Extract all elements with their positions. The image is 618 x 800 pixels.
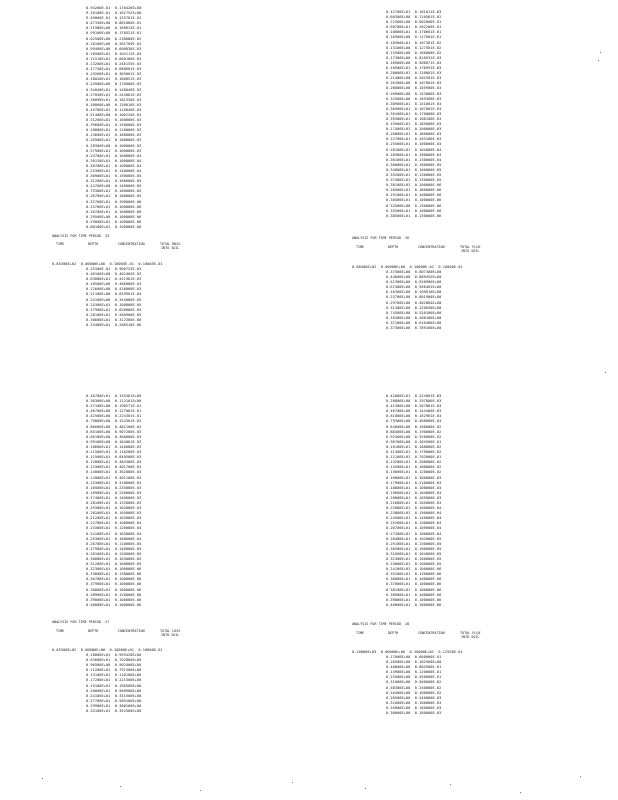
printout-row: 0.92300E+00 0.326000E-02 [386, 434, 442, 439]
data-row: 0.24100E+01 0.331500E+00 [86, 693, 142, 698]
printout-row: 0.26700E+01 0.109000E-04 [386, 526, 442, 531]
printout-row: 0.37900E+01 0.100000E-03 [86, 148, 142, 153]
scan-speck [42, 778, 43, 779]
printout-row: 0.12800E+01 0.484300E-03 [86, 460, 142, 465]
printout-row: 9.49060E-01 0.133701E-02 [86, 16, 142, 21]
printout-row: 0.14000E+01 0.362000E-03 [86, 470, 142, 475]
printout-row: 0.36100E+01 0.170000E-03 [386, 111, 442, 116]
printout-row: 0.24500E+01 0.140000E-04 [386, 516, 442, 521]
header-total: TOTAL FLUX INTO SOIL [460, 631, 481, 640]
data-row: 0.19100E+01 0.196500E+00 [86, 683, 142, 688]
printout-row: 0.29000E+01 0.100000E-06 [86, 219, 142, 224]
column-headers [352, 245, 618, 257]
printout-row: 0.30100E+01 0.130000E-04 [386, 157, 442, 162]
data-row: 0.25300E+01 0.100800E-05 [86, 302, 142, 307]
data-row: 0.74500E+00 0.520100E+00 [386, 310, 442, 315]
data-rows-block [86, 267, 141, 328]
printout-row: 0.02500E+00 0.230080E-02 [86, 36, 142, 41]
printout-row: 0.85100E+00 0.907200E-03 [86, 429, 142, 434]
data-row: 0.12600E+00 0.416000E-03 [86, 287, 142, 292]
printout-row: 0.23800E+01 0.190000E-04 [386, 511, 442, 516]
header-total: TOTAL MASS INTO SOIL [160, 242, 181, 251]
data-rows-block [86, 653, 141, 714]
printout-row: 0.20800E+01 0.180000E-03 [386, 132, 442, 137]
printout-row: 0.10600E+01 0.140000E-03 [86, 444, 142, 449]
printout-row: 0.47330E+00 0.801060E-01 [86, 21, 142, 26]
data-row: 0.30600E+01 0.312300E-06 [86, 317, 142, 322]
data-first-row: 0.85300E+02 0.00000E+00 0.10005E-01 0.10005E-01 [52, 262, 163, 266]
printout-row: 0.15300E+00 0.106000E-02 [386, 50, 442, 55]
printout-row: 0.32300E+01 0.100000E-05 [386, 557, 442, 561]
data-row: 0.17000E+00 0.660000E-01 [386, 655, 442, 659]
data-rows-block [386, 270, 441, 331]
data-row: 0.63600E+01 0.702800E+00 [86, 658, 142, 663]
printout-row: 0.10800E+01 0.110000E-03 [86, 128, 142, 133]
printout-row: 0.20800E+01 0.105000E-03 [386, 495, 442, 500]
printout-row: 0.13200E+01 0.246155E-03 [86, 62, 142, 67]
data-row: 0.29700E+00 0.402804E+00 [386, 300, 442, 305]
printout-row: 0.28300E+01 0.180000E-04 [386, 152, 442, 157]
data-row: 0.15900E+00 0.120000E-01 [386, 670, 442, 675]
header-concentration: CONCENTRATION [418, 631, 445, 635]
printout-row: 0.42000E+01 0.224001E-03 [386, 394, 442, 398]
header-time: TIME [56, 629, 65, 633]
printout-row: 0.10500E+01 0.104112E-03 [86, 51, 142, 56]
printout-row: 0.32300E+01 0.100000E-06 [86, 567, 142, 572]
printout-row: 0.19500E+01 0.185000E-03 [386, 122, 442, 127]
data-row: 0.33100E+01 0.352500E+00 [86, 709, 142, 714]
printout-row: 0.10000E+01 0.170601E-01 [386, 30, 442, 35]
printout-row: 0.51400E+00 0.100120E-03 [86, 112, 142, 117]
data-row: 0.28500E+00 0.102500E+00 [386, 660, 442, 665]
panel-period-25 [52, 6, 337, 366]
printout-row: 0.57100E+00 0.198271E-01 [86, 404, 142, 409]
data-row: 0.31300E+00 0.120030E+00 [386, 305, 442, 310]
scan-speck [580, 776, 581, 777]
printout-row: 0.37000E+01 0.100000E-06 [386, 582, 442, 587]
header-depth: DEPTH [88, 242, 99, 246]
printout-row: 0.35200E+01 0.130000E-05 [386, 173, 442, 177]
data-row: 0.23500E+00 0.450000E-01 [386, 675, 442, 680]
printout-row: 0.24100E+01 0.183000E-04 [86, 531, 142, 536]
printout-row: 0.32500E+00 0.130000E-06 [386, 203, 442, 208]
printout-row: 0.29100E+01 0.100000E-06 [386, 193, 442, 198]
printout-row: 0.39000E+01 0.100000E-06 [86, 597, 142, 602]
printout-row: 0.26900E+00 0.153000E-03 [386, 91, 442, 96]
printout-row: 0.36300E+00 0.113101E+00 [86, 399, 142, 404]
printout-row: 0.31200E+01 0.100000E-05 [86, 562, 142, 567]
printout-row: 0.38100E+01 0.100000E-06 [386, 587, 442, 592]
printout-row: 0.16500E+01 0.170591E-03 [386, 66, 442, 71]
printout-row: 0.30300E+01 0.100000E-05 [386, 546, 442, 551]
data-row: 0.21100E+00 0.829901E-04 [86, 292, 142, 297]
printout-row: 0.19300E+01 0.104000E-03 [86, 506, 142, 511]
printout-row: 0.28400E+01 0.102000E-05 [386, 536, 442, 541]
printout-row: 0.35500E+01 0.100000E-06 [386, 208, 442, 213]
header-time: TIME [356, 245, 365, 249]
data-row: 0.20000E+01 0.560900E+00 [86, 688, 142, 693]
printout-row: 0.86600E+00 0.482100E-02 [86, 424, 142, 429]
printout-row: 0.30130E+01 0.100000E-04 [86, 158, 142, 163]
printout-row: 0.99100E+00 0.184001E-03 [86, 439, 142, 444]
printout-row: 0.16800E+01 0.300000E-03 [386, 475, 442, 480]
printout-row: 0.19260E+01 0.303001E-03 [86, 72, 142, 77]
printout-row: 0.10300E+01 0.107301E-02 [386, 40, 442, 45]
printout-row: 0.22700E+01 0.103100E-03 [386, 137, 442, 142]
header-total: TOTAL FLUX INTO SOIL [460, 245, 481, 254]
printout-row: 0.25500E+01 0.100000E-03 [386, 142, 442, 147]
printout-row: 0.27300E+01 0.100000E-04 [386, 531, 442, 536]
printout-row: 0.39800E+01 0.100000E-06 [386, 597, 442, 602]
data-row: 0.16300E+00 0.109010E+00 [386, 290, 442, 295]
printout-row: 0.32700E+01 0.190000E-06 [86, 199, 142, 204]
printout-row: 0.71900E+00 0.189613E-01 [86, 26, 142, 31]
header-depth: DEPTH [388, 245, 399, 249]
column-headers [52, 242, 337, 254]
printout-row: 0.38900E+01 0.100000E-06 [386, 592, 442, 597]
data-row: 0.24100E+00 0.344000E-05 [86, 297, 142, 302]
printout-row: 0.88300E+00 0.190000E-02 [386, 429, 442, 434]
data-row: 0.40100E+00 0.402404E-03 [86, 272, 142, 277]
printout-row: 0.34040E+01 0.148046E-03 [86, 87, 142, 92]
printout-row: 0.26100E+00 0.107001E-03 [386, 81, 442, 86]
printout-row: 0.34100E+01 0.100000E-06 [386, 567, 442, 572]
panel-title: ANALYSIS FOR TIME PERIOD 28 [352, 622, 410, 626]
header-concentration: CONCENTRATION [118, 242, 145, 246]
printout-row: 0.22800E+01 0.100000E-04 [386, 506, 442, 511]
printout-row: 0.16900E+00 0.300071E-03 [386, 60, 442, 65]
printout-row: 0.35200E+01 0.130000E-06 [386, 572, 442, 577]
panel-title: ANALYSIS FOR TIME PERIOD 25 [52, 234, 110, 238]
printout-row: 0.15600E+01 0.120000E-02 [386, 470, 442, 475]
printout-row: 0.39300E+01 0.100100E-03 [386, 116, 442, 121]
scan-speck [450, 784, 451, 785]
printout-row: 0.23300E+01 0.120000E-04 [86, 526, 142, 531]
printout-row: 0.19600E+01 0.104000E-03 [386, 490, 442, 495]
printout-row: 0.30500E+01 0.100000E-06 [386, 198, 442, 203]
continued-column-block [86, 394, 141, 608]
printout-row: 0.79800E+00 0.124301E-02 [86, 419, 142, 424]
printout-row: 0.33000E+01 0.100000E-05 [386, 562, 442, 567]
data-row: 0.28500E+00 0.240000E-03 [386, 695, 442, 700]
printout-row: 0.58700E+01 0.100000E-04 [86, 163, 142, 168]
printout-row: 0.25200E+01 0.130000E-04 [386, 521, 442, 526]
printout-row: 0.30800E+01 0.180000E-05 [386, 162, 442, 167]
printout-row: 0.60700E+01 0.202200E-01 [386, 25, 442, 30]
printout-row: 0.21200E+01 0.103000E-03 [86, 516, 142, 521]
printout-row: 0.29100E+01 0.130000E-05 [386, 541, 442, 546]
data-row: 0.17200E+01 0.221500E+00 [86, 678, 142, 683]
data-row: 0.40800E+00 0.804500E-01 [386, 665, 442, 670]
data-row: 0.25100E-01 0.960723E-03 [86, 267, 142, 271]
data-rows-block [386, 655, 441, 716]
data-row: 0.67400E+00 0.946401E+00 [386, 285, 442, 290]
data-first-row: 0.88400E+02 0.00000E+00 0.10000E-01 0.10000E-01 [352, 265, 463, 269]
printout-row: 0.10020E+01 0.180051E-03 [86, 77, 142, 82]
printout-row: 0.75300E+01 0.100000E-05 [86, 189, 142, 194]
data-row: 0.44600E+00 0.889452E+00 [386, 275, 442, 280]
printout-row: 0.36700E+01 0.100000E-06 [86, 577, 142, 582]
printout-row: 0.31600E+01 0.104000E-05 [386, 551, 442, 556]
printout-row: 0.60300E+00 0.110501E-02 [386, 15, 442, 20]
printout-row: 0.16500E+00 0.117001E-01 [386, 35, 442, 40]
printout-row: 0.17740E+01 0.680601E-03 [86, 67, 142, 72]
printout-row: 0.99400E+00 0.600030E-03 [86, 46, 142, 51]
data-row: 0.11200E+01 0.791500E+00 [86, 668, 142, 673]
panel-period-27 [52, 394, 337, 754]
printout-row: 0.40000E+01 0.100000E-06 [86, 602, 142, 607]
data-row: 0.23700E+00 0.801900E+00 [386, 295, 442, 300]
printout-row: 0.11900E+01 0.840500E-03 [86, 455, 142, 460]
printout-row: 0.39600E+01 0.150000E-03 [86, 123, 142, 128]
printout-row: 0.28800E+00 0.297800E-03 [386, 399, 442, 404]
printout-row: 0.22700E+01 0.100000E-04 [86, 521, 142, 526]
printout-row: 0.36060E+00 0.130010E-03 [86, 102, 142, 107]
printout-row: 0.30090E+01 0.181530E-03 [86, 97, 142, 102]
header-depth: DEPTH [388, 631, 399, 635]
printout-row: 0.11510E+01 0.660100E-03 [86, 56, 142, 61]
printout-row: 0.36500E+01 0.107001E-03 [386, 106, 442, 111]
printout-row: 0.38900E+01 0.120000E-06 [86, 592, 142, 597]
column-headers [352, 631, 618, 643]
scan-speck [200, 790, 201, 791]
data-row: 0.31000E+00 0.100000E-03 [386, 700, 442, 705]
printout-row: 0.18800E+01 0.108000E-03 [386, 485, 442, 490]
data-row: 0.96500E+00 0.902400E+00 [86, 663, 142, 668]
header-time: TIME [56, 242, 65, 246]
printout-row: 0.20000E+01 0.120001E-03 [386, 71, 442, 76]
printout-row: 8.94200E-01 0.170426E+00 [86, 6, 142, 10]
printout-row: 0.36000E+01 0.100000E-06 [386, 577, 442, 582]
printout-row: 0.25300E+01 0.100000E-04 [86, 536, 142, 541]
data-row: 0.16400E+00 0.100000E-02 [386, 690, 442, 695]
printout-row: 0.13300E+01 0.461700E-03 [86, 465, 142, 470]
printout-row: 0.79300E+00 0.468000E-03 [386, 419, 442, 424]
printout-row: 0.26700E+01 0.100000E-05 [86, 194, 142, 199]
panel-period-26 [352, 10, 618, 370]
data-row: 0.10500E+00 0.406000E-03 [86, 282, 142, 287]
printout-row: 0.34800E+01 0.100000E-05 [386, 167, 442, 172]
printout-row: 0.42700E+01 0.101811E-03 [386, 10, 442, 14]
data-first-row: 0.10000E+03 0.00000E+00 0.10000E+01 0.12550E-01 [352, 650, 463, 654]
printout-row: 0.33800E+01 0.130000E-06 [86, 572, 142, 577]
printout-row: 0.26500E+01 0.100000E-03 [86, 138, 142, 143]
printout-row: 0.27900E+01 0.140000E-05 [86, 546, 142, 551]
printout-row: 0.38500E+01 0.130000E-06 [386, 213, 442, 218]
printout-row: 0.13600E+01 0.180000E-03 [86, 133, 142, 138]
printout-row: 0.33700E+01 0.100000E-06 [86, 204, 142, 209]
data-row: 0.37100E+00 0.610400E+00 [386, 320, 442, 325]
panel-title: ANALYSIS FOR TIME PERIOD 27 [52, 620, 110, 624]
header-total: TOTAL LOSS INTO SOIL [160, 629, 181, 638]
printout-row: 0.26700E+01 0.110000E-05 [86, 541, 142, 546]
data-row: 0.27700E+01 0.589100E+00 [86, 698, 142, 703]
printout-row: 0.42500E+00 0.224301E-01 [86, 414, 142, 419]
printout-row: 0.15300E+01 0.310000E-03 [86, 480, 142, 485]
printout-row: 0.11500E+01 0.110200E-03 [86, 450, 142, 455]
header-depth: DEPTH [88, 629, 99, 633]
continued-column-block [386, 10, 441, 219]
data-row: 0.10000E+01 0.959420E+00 [86, 653, 142, 657]
printout-row: 0.13200E+01 0.200600E-02 [386, 460, 442, 465]
header-time: TIME [356, 631, 365, 635]
printout-row: 0.13100E+00 0.127501E-02 [386, 45, 442, 50]
scan-speck [520, 792, 521, 793]
printout-row: 9.10100E-01 0.161752E+00 [86, 11, 142, 16]
data-row: 0.58300E+00 0.240000E-02 [386, 685, 442, 690]
printout-row: 0.20100E+01 0.105000E-03 [86, 511, 142, 516]
printout-row: 0.30000E+01 0.103000E-05 [86, 557, 142, 561]
data-row: 0.35000E+00 0.160000E-03 [386, 705, 442, 710]
printout-row: 0.24900E+00 0.170000E-03 [86, 82, 142, 87]
printout-row: 0.11300E+01 0.179000E-02 [386, 450, 442, 455]
continued-column-block [86, 6, 141, 230]
printout-row: 0.61000E+00 0.162901E-03 [386, 414, 442, 419]
printout-row: 0.38900E+01 0.141001E-03 [386, 101, 442, 106]
printout-row: 0.24700E+00 0.140000E-05 [86, 184, 142, 189]
data-row: 0.37500E+00 0.807300E+00 [386, 270, 442, 274]
data-row: 0.63000E+01 0.411901E-03 [86, 277, 142, 282]
data-row: 0.37900E+01 0.820000E-05 [86, 307, 142, 312]
header-concentration: CONCENTRATION [418, 245, 445, 249]
data-row: 0.31000E+00 0.500000E-02 [386, 680, 442, 685]
header-concentration: CONCENTRATION [118, 629, 145, 633]
printout-row: 0.80100E+01 0.190000E-06 [86, 225, 142, 230]
data-row: 0.51300E+00 0.920900E+00 [386, 280, 442, 285]
printout-row: 0.37900E+01 0.100000E-06 [86, 582, 142, 587]
printout-row: 0.28100E+01 0.120000E-05 [86, 551, 142, 556]
printout-row: 0.25300E+01 0.140000E-04 [86, 169, 142, 173]
continued-column-block [386, 394, 441, 608]
scan-speck [292, 782, 293, 783]
printout-row: 0.10100E+01 0.188000E-02 [386, 444, 442, 449]
data-row: 0.33400E+01 0.288510E-06 [86, 323, 142, 328]
panel-period-28 [352, 394, 618, 754]
printout-row: 0.21400E+00 0.202501E-03 [386, 76, 442, 81]
printout-row: 0.17400E+01 0.140000E-03 [86, 495, 142, 500]
printout-row: 0.21600E+01 0.105000E-03 [386, 500, 442, 505]
printout-row: 0.17900E+01 0.210000E-03 [386, 480, 442, 485]
data-row: 0.29900E+01 0.300100E+00 [86, 703, 142, 708]
data-row: 0.28100E+01 0.260900E-05 [86, 312, 142, 317]
printout-row: 0.66100E+00 0.466000E-03 [86, 434, 142, 439]
printout-row: 0.84600E+00 0.106000E-02 [386, 424, 442, 429]
panel-title: ANALYSIS FOR TIME PERIOD 26 [352, 236, 410, 240]
printout-row: 0.28100E+01 0.104000E-04 [386, 147, 442, 152]
printout-row: 0.17300E+00 0.810531E-03 [386, 55, 442, 60]
printout-row: 0.99100E+00 0.170521E-01 [86, 31, 142, 36]
data-first-row: 0.85300E+02 0.00000E+00 0.10000E+01 0.10000E-01 [52, 648, 163, 652]
printout-row: 0.26800E+00 0.105900E-03 [386, 86, 442, 91]
printout-row: 0.30900E+01 0.190000E-05 [86, 174, 142, 179]
printout-row: 0.40000E+01 0.100000E-06 [386, 602, 442, 607]
data-row: 0.13100E+01 0.110100E+00 [86, 673, 142, 678]
scan-speck [365, 788, 366, 789]
printout-row: 0.72500E+00 0.602000E-01 [386, 20, 442, 25]
printout-row: 0.23700E+01 0.100000E-04 [86, 153, 142, 158]
printout-row: 0.14500E+01 0.180000E-02 [386, 465, 442, 470]
printout-row: 0.31200E+01 0.160000E-03 [86, 118, 142, 123]
printout-row: 0.32500E+00 0.109300E-03 [386, 96, 442, 101]
printout-row: 0.29500E+00 0.100000E-06 [86, 214, 142, 219]
printout-row: 0.45700E+01 0.116040E-03 [86, 107, 142, 112]
printout-row: 0.12100E+01 0.702000E-01 [386, 455, 442, 460]
printout-row: 0.46700E+01 0.155301E+00 [86, 394, 142, 398]
printout-row: 0.38100E+01 0.100000E-06 [386, 183, 442, 188]
printout-row: 0.16900E+01 0.220000E-03 [86, 490, 142, 495]
printout-row: 0.28500E+01 0.180000E-06 [386, 188, 442, 193]
printout-row: 0.46700E+00 0.127001E-01 [86, 409, 142, 414]
printout-row: 0.18100E+01 0.132000E-03 [86, 500, 142, 505]
printout-row: 0.31200E+01 0.160000E-05 [86, 179, 142, 184]
printout-row: 0.17400E+01 0.100000E-03 [386, 127, 442, 132]
printout-row: 0.16500E+01 0.235000E-03 [86, 485, 142, 490]
scan-speck [120, 786, 121, 787]
data-row: 0.30000E+00 0.180000E-03 [386, 711, 442, 716]
printout-row: 0.26700E+01 0.100000E-06 [86, 209, 142, 214]
scan-speck [605, 372, 606, 373]
printout-row: 0.28300E+00 0.100000E-03 [86, 143, 142, 148]
printout-row: 0.96700E+00 0.104500E-01 [386, 439, 442, 444]
printout-row: 0.37400E+01 0.130000E-05 [386, 178, 442, 183]
printout-row: 0.10100E+00 0.201709E-02 [86, 41, 142, 46]
printout-row: 0.14900E+01 0.301100E-03 [86, 475, 142, 480]
data-row: 0.35300E+00 0.400100E+00 [386, 315, 442, 320]
printout-row: 0.27050E+01 0.244001E-03 [86, 92, 142, 97]
data-row: 0.37300E+00 0.789100E+00 [386, 326, 442, 331]
printout-row: 0.38000E+01 0.100000E-06 [86, 587, 142, 592]
printout-row: 0.46700E+00 0.144400E-03 [386, 409, 442, 414]
printout-row: 0.41300E+00 0.207801E-03 [386, 404, 442, 409]
column-headers [52, 629, 337, 641]
